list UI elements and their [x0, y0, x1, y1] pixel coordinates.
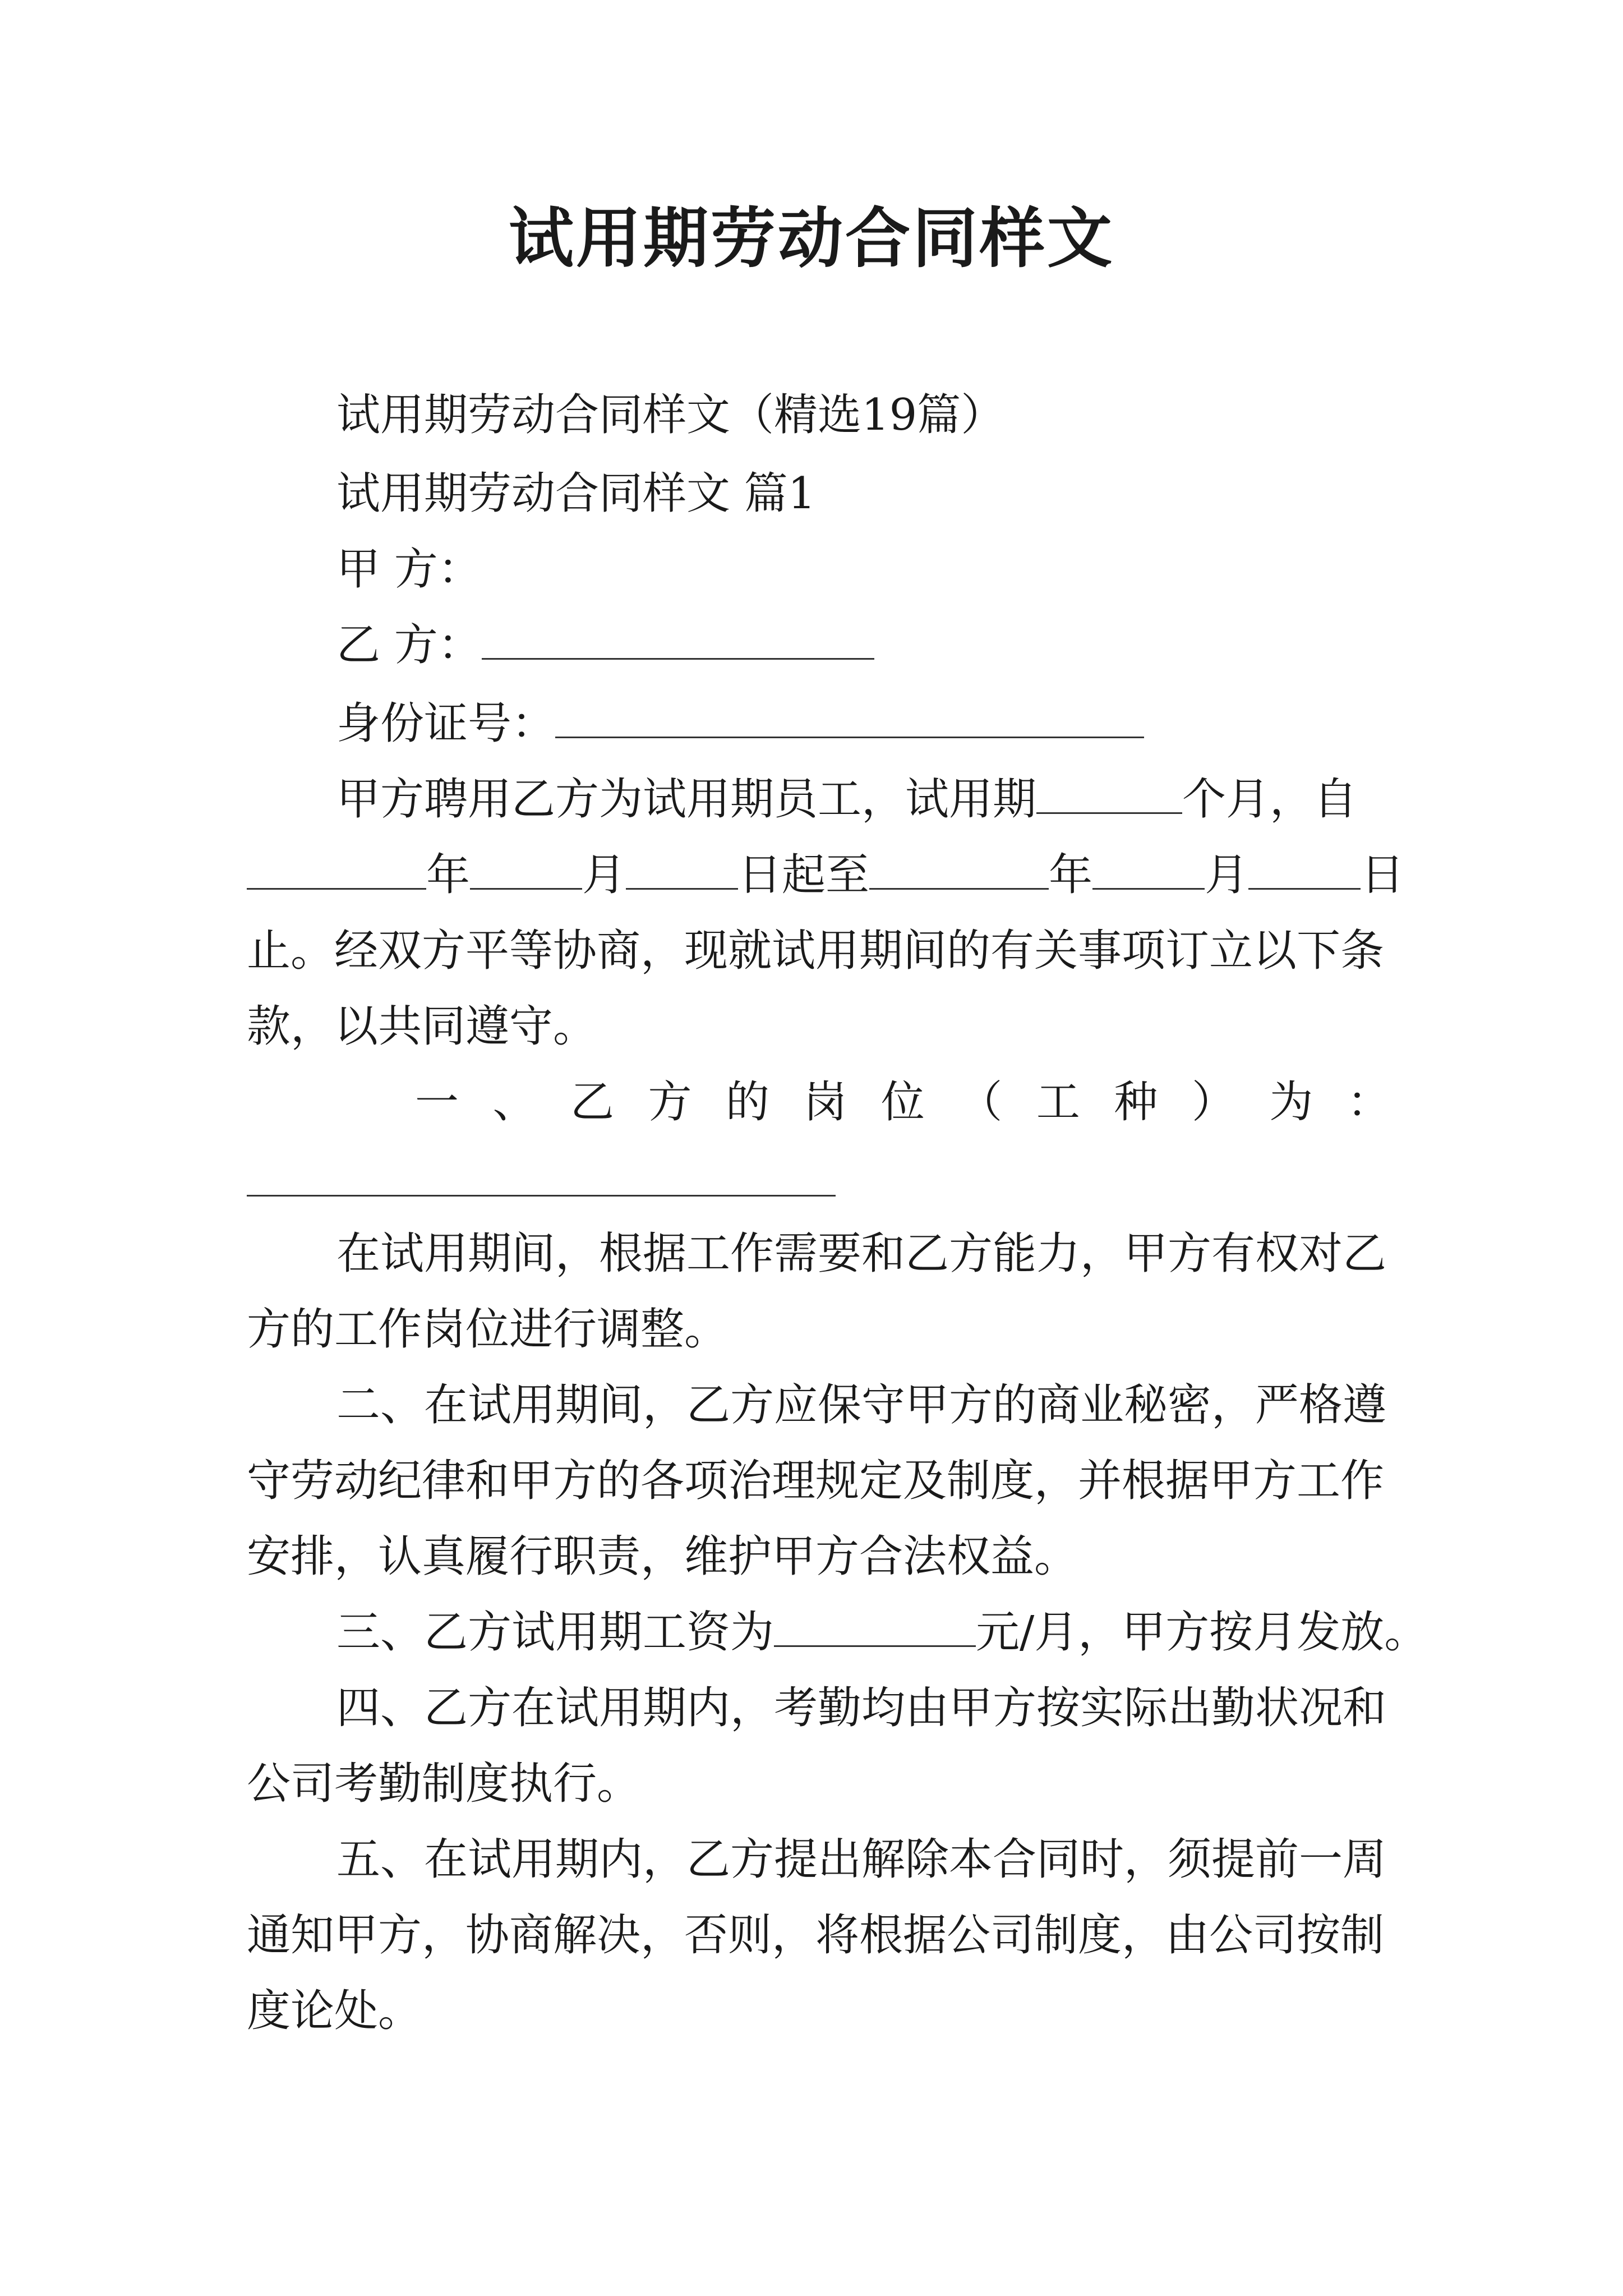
heading-char: 种: [1114, 1077, 1158, 1128]
clause-3-line: [336, 1604, 1428, 1660]
subtitle: 试用期劳动合同样文（精选19篇）: [336, 390, 1005, 440]
document-title: 试用期劳动合同样文: [509, 200, 1114, 277]
end-day-blank[interactable]: [1248, 849, 1361, 890]
job-position-blank[interactable]: [247, 1195, 836, 1197]
heading-char: ）: [1191, 1077, 1235, 1128]
start-month-blank[interactable]: [470, 849, 582, 890]
heading-char: 一: [415, 1077, 459, 1128]
intro-line-1: [336, 771, 1357, 827]
party-a-label: 甲 方：: [336, 544, 482, 595]
party-b-row: [336, 617, 874, 673]
clause-4-line-2: 公司考勤制度执行。: [247, 1759, 641, 1809]
clause-1-body-line-1: 在试用期间，根据工作需要和乙方能力，甲方有权对乙: [336, 1228, 1387, 1279]
clause-2-line-3: 安排，认真履行职责，维护甲方合法权益。: [247, 1531, 1078, 1582]
id-blank[interactable]: [555, 697, 1144, 738]
heading-char: 、: [492, 1077, 537, 1128]
clause-2-line-2: 守劳动纪律和甲方的各项治理规定及制度，并根据甲方工作: [247, 1456, 1385, 1506]
heading-char: （: [958, 1077, 1003, 1128]
clause-3-text-a: 三、乙方试用期工资为: [336, 1607, 774, 1658]
clause-5-line-1: 五、在试用期内，乙方提出解除本合同时，须提前一周: [336, 1834, 1387, 1885]
intro-line-4: 款，以共同遵守。: [247, 1001, 597, 1052]
heading-char: ：: [1347, 1077, 1391, 1128]
end-year-blank[interactable]: [869, 849, 1049, 890]
clause-2-line-1: 二、在试用期间，乙方应保守甲方的商业秘密，严格遵: [336, 1380, 1387, 1430]
id-label: 身份证号：: [336, 698, 556, 749]
clause-1-body-line-2: 方的工作岗位进行调整。: [247, 1304, 728, 1355]
month-label-2: 月: [1205, 850, 1249, 900]
clause-1-heading: [415, 1074, 1391, 1130]
start-day-blank[interactable]: [626, 849, 738, 890]
clause-4-line-1: 四、乙方在试用期内，考勤均由甲方按实际出勤状况和: [336, 1683, 1387, 1733]
heading-char: 为: [1269, 1077, 1313, 1128]
end-month-blank[interactable]: [1092, 849, 1205, 890]
salary-blank[interactable]: [774, 1606, 976, 1647]
intro-line-3: 止。经双方平等协商，现就试用期间的有关事项订立以下条: [247, 926, 1385, 976]
year-label-2: 年: [1049, 850, 1093, 900]
day-from-label: 日起至: [738, 850, 870, 900]
intro-text-b: 个月，自: [1182, 774, 1358, 825]
clause-3-text-b: 元/月，甲方按月发放。: [976, 1607, 1428, 1658]
heading-char: 岗: [803, 1077, 847, 1128]
party-b-blank[interactable]: [482, 619, 874, 660]
intro-text-a: 甲方聘用乙方为试用期员工，试用期: [336, 774, 1037, 825]
year-label-1: 年: [426, 850, 471, 900]
id-row: [336, 696, 1144, 752]
party-b-label: 乙 方：: [336, 620, 482, 670]
clause-5-line-2: 通知甲方，协商解决，否则，将根据公司制度，由公司按制: [247, 1910, 1385, 1961]
heading-char: 方: [648, 1077, 692, 1128]
clause-5-line-3: 度论处。: [247, 1986, 422, 2036]
month-label-1: 月: [582, 850, 626, 900]
section-heading: 试用期劳动合同样文 篇1: [336, 468, 816, 519]
heading-char: 位: [880, 1077, 925, 1128]
heading-char: 乙: [570, 1077, 614, 1128]
trial-months-blank[interactable]: [1036, 773, 1182, 814]
heading-char: 的: [725, 1077, 769, 1128]
start-year-blank[interactable]: [247, 849, 426, 890]
heading-char: 工: [1036, 1077, 1080, 1128]
day-to-label: 日: [1361, 850, 1405, 900]
intro-line-2: [247, 847, 1404, 903]
